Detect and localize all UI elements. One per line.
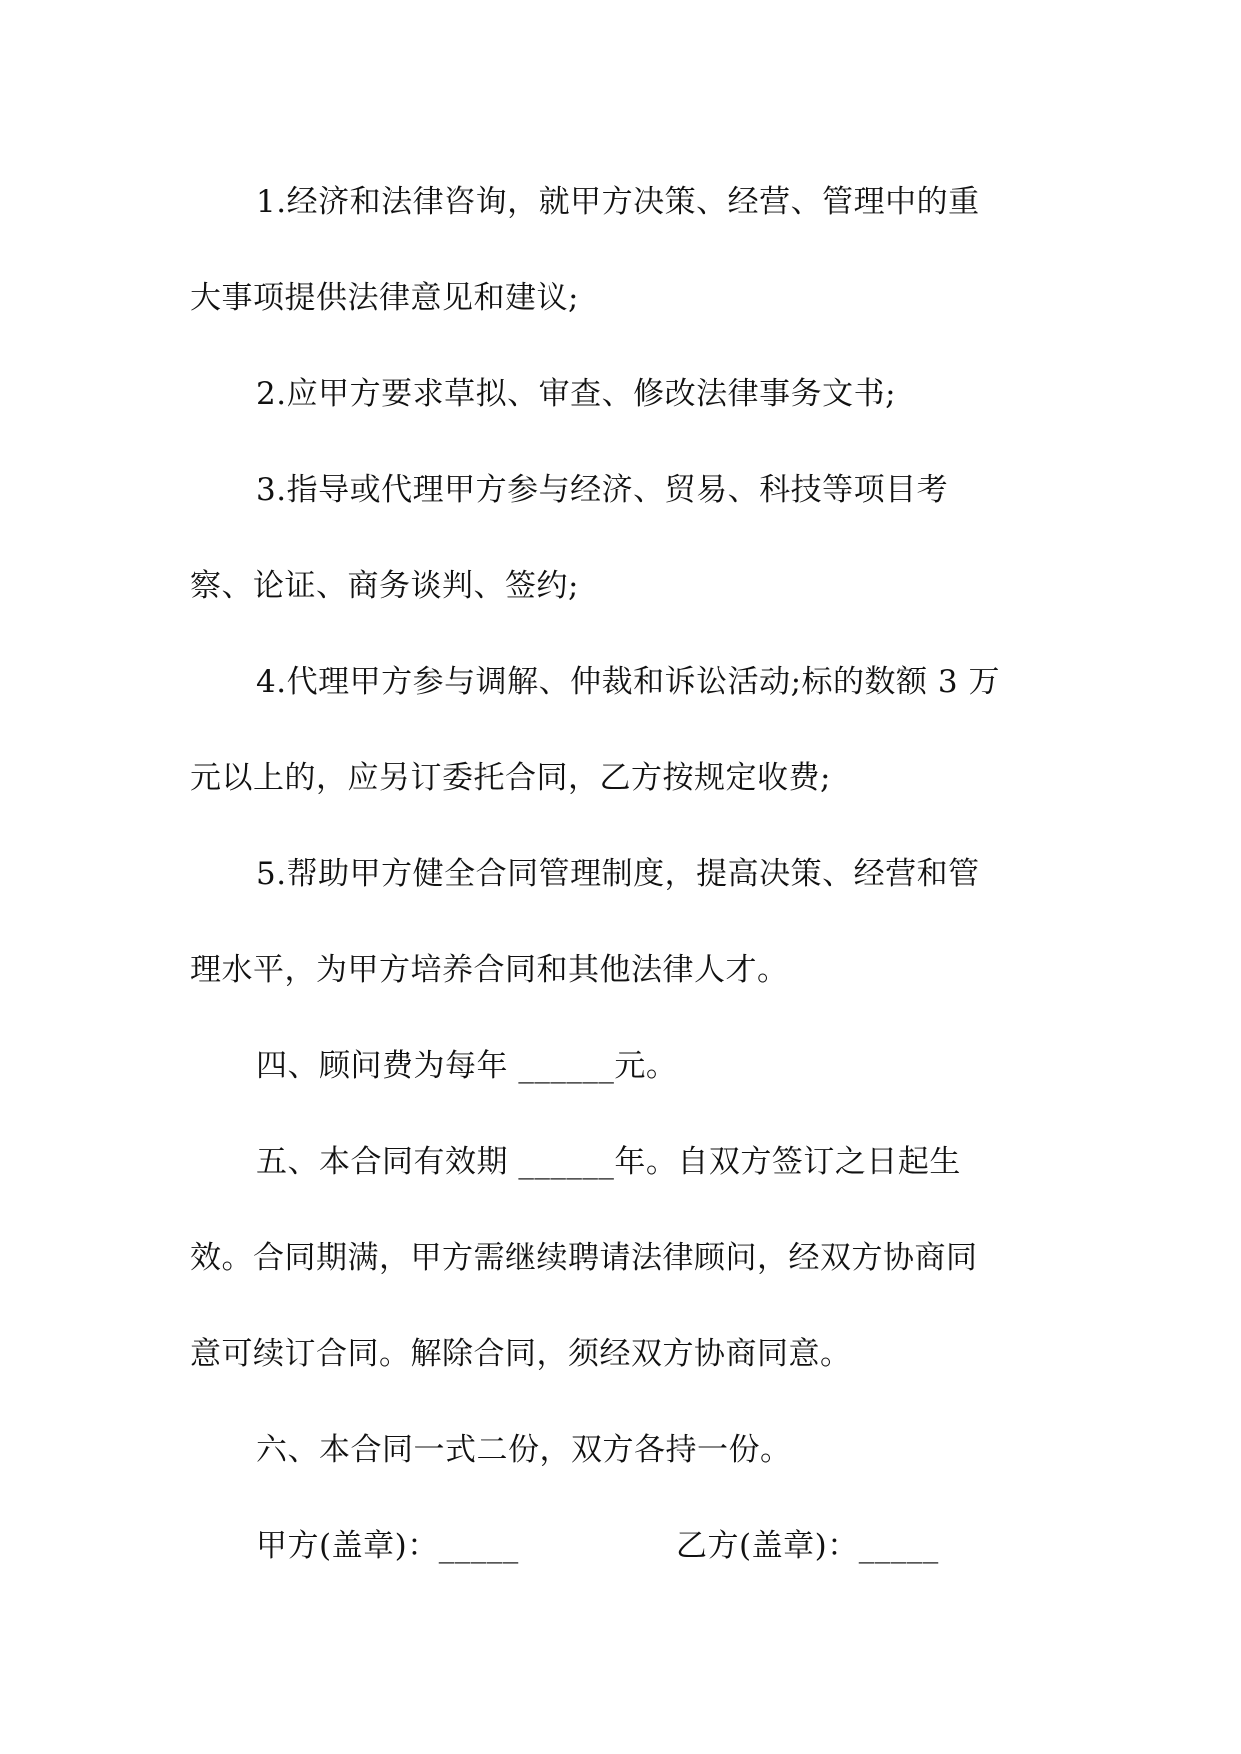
- party-a-signature: 甲方(盖章)：_____: [256, 1528, 519, 1564]
- clause-5-line-1: 5.帮助甲方健全合同管理制度，提高决策、经营和管: [256, 856, 980, 892]
- party-b-signature: 乙方(盖章)：_____: [676, 1528, 939, 1564]
- clause-1-line-2: 大事项提供法律意见和建议;: [190, 280, 579, 316]
- clause-2-line: 2.应甲方要求草拟、审查、修改法律事务文书;: [256, 376, 897, 412]
- clause-4-line-2: 元以上的，应另订委托合同，乙方按规定收费;: [190, 760, 831, 796]
- clause-4-line-1: 4.代理甲方参与调解、仲裁和诉讼活动;标的数额 3 万: [256, 664, 1000, 700]
- section-6-copies: 六、本合同一式二份，双方各持一份。: [256, 1432, 792, 1468]
- clause-3-line-1: 3.指导或代理甲方参与经济、贸易、科技等项目考: [256, 472, 949, 508]
- clause-3-line-2: 察、论证、商务谈判、签约;: [190, 568, 579, 604]
- section-4-fee: 四、顾问费为每年 ______元。: [256, 1048, 678, 1084]
- section-5-line-1: 五、本合同有效期 ______年。自双方签订之日起生: [256, 1144, 961, 1180]
- clause-1-line-1: 1.经济和法律咨询，就甲方决策、经营、管理中的重: [256, 184, 980, 220]
- clause-5-line-2: 理水平，为甲方培养合同和其他法律人才。: [190, 952, 789, 988]
- section-5-line-3: 意可续订合同。解除合同，须经双方协商同意。: [190, 1336, 852, 1372]
- section-5-line-2: 效。合同期满，甲方需继续聘请法律顾问，经双方协商同: [190, 1240, 978, 1276]
